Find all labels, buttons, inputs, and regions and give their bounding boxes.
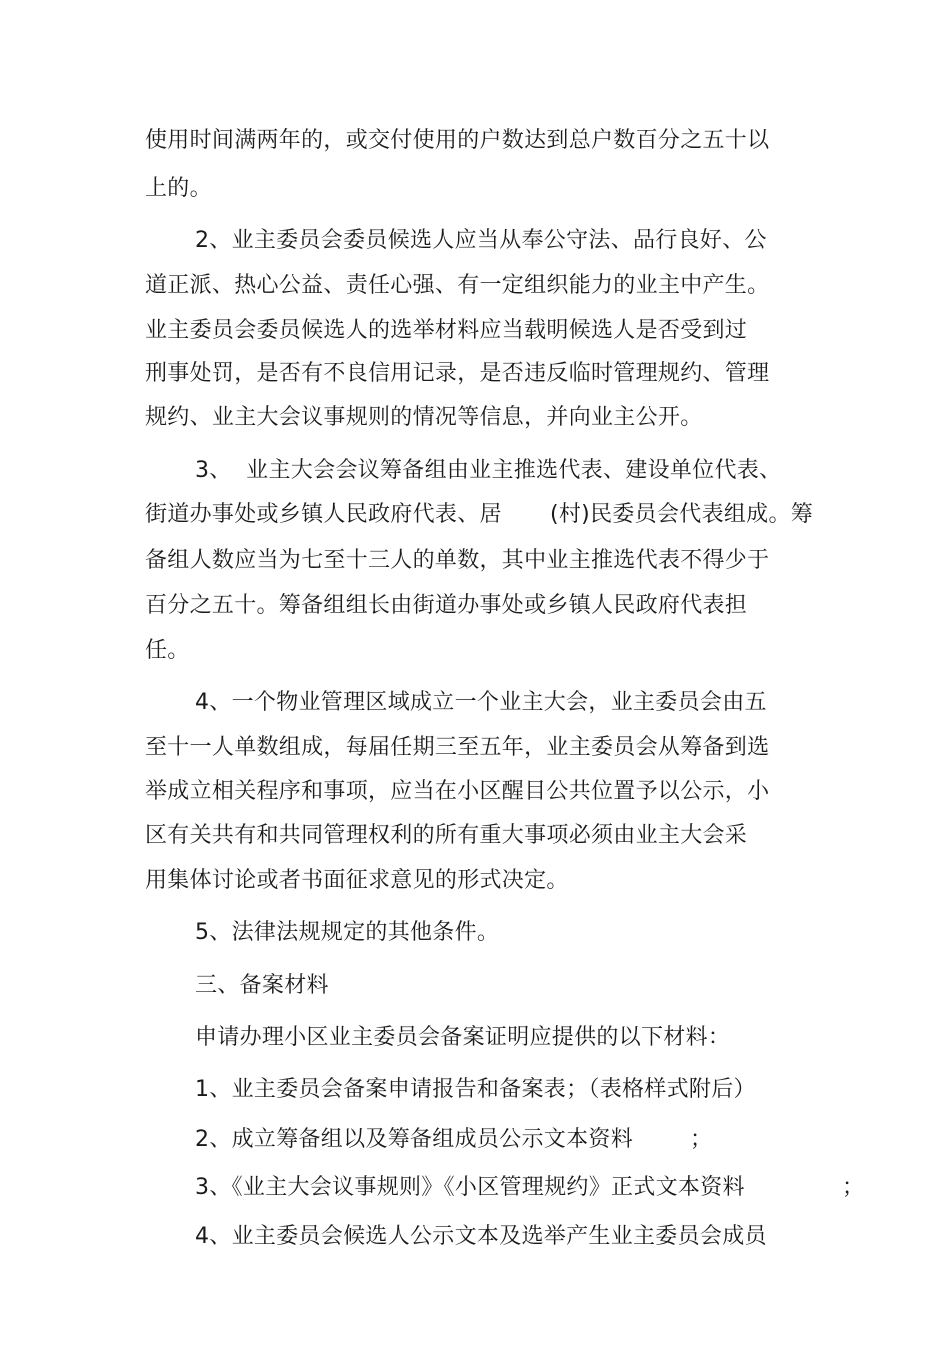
text-line: 道正派、热心公益、责任心强、有一定组织能力的业主中产生。 xyxy=(145,273,770,298)
text-line: 举成立相关程序和事项，应当在小区醒目公共位置予以公示，小 xyxy=(145,779,770,804)
text-line: 4、一个物业管理区域成立一个业主大会，业主委员会由五 xyxy=(195,690,767,715)
text-line: 业主委员会委员候选人的选举材料应当载明候选人是否受到过 xyxy=(145,318,748,343)
list-item: 3、《业主大会议事规则》《小区管理规约》正式文本资料 xyxy=(195,1175,745,1200)
text-line: 3、 业主大会会议筹备组由业主推选代表、建设单位代表、 xyxy=(195,458,782,483)
text-line: 至十一人单数组成，每届任期三至五年，业主委员会从筹备到选 xyxy=(145,735,770,760)
text-line: 上的。 xyxy=(145,176,212,201)
text-line: 申请办理小区业主委员会备案证明应提供的以下材料： xyxy=(195,1025,731,1050)
text-line: 备组人数应当为七至十三人的单数，其中业主推选代表不得少于 xyxy=(145,548,770,573)
text-line: 百分之五十。筹备组组长由街道办事处或乡镇人民政府代表担 xyxy=(145,593,748,618)
list-item: 1、业主委员会备案申请报告和备案表；（表格样式附后） xyxy=(195,1077,756,1102)
list-item-punctuation: ； xyxy=(690,1127,713,1152)
text-line: 区有关共有和共同管理权利的所有重大事项必须由业主大会采 xyxy=(145,823,748,848)
list-item: 4、业主委员会候选人公示文本及选举产生业主委员会成员 xyxy=(195,1224,767,1249)
text-line: 用集体讨论或者书面征求意见的形式决定。 xyxy=(145,868,569,893)
text-line: 街道办事处或乡镇人民政府代表、居 xyxy=(145,502,502,527)
section-heading: 三、备案材料 xyxy=(195,973,329,998)
text-line: 使用时间满两年的，或交付使用的户数达到总户数百分之五十以 xyxy=(145,128,770,153)
list-item-punctuation: ； xyxy=(842,1175,865,1200)
text-line: 刑事处罚，是否有不良信用记录，是否违反临时管理规约、管理 xyxy=(145,361,770,386)
text-line: 5、法律法规规定的其他条件。 xyxy=(195,920,500,945)
text-line: 规约、业主大会议事规则的情况等信息，并向业主公开。 xyxy=(145,405,703,430)
text-line: 任。 xyxy=(145,638,190,663)
text-line: 2、业主委员会委员候选人应当从奉公守法、品行良好、公 xyxy=(195,228,767,253)
list-item: 2、成立筹备组以及筹备组成员公示文本资料 xyxy=(195,1127,633,1152)
text-line: (村)民委员会代表组成。筹 xyxy=(550,502,814,527)
